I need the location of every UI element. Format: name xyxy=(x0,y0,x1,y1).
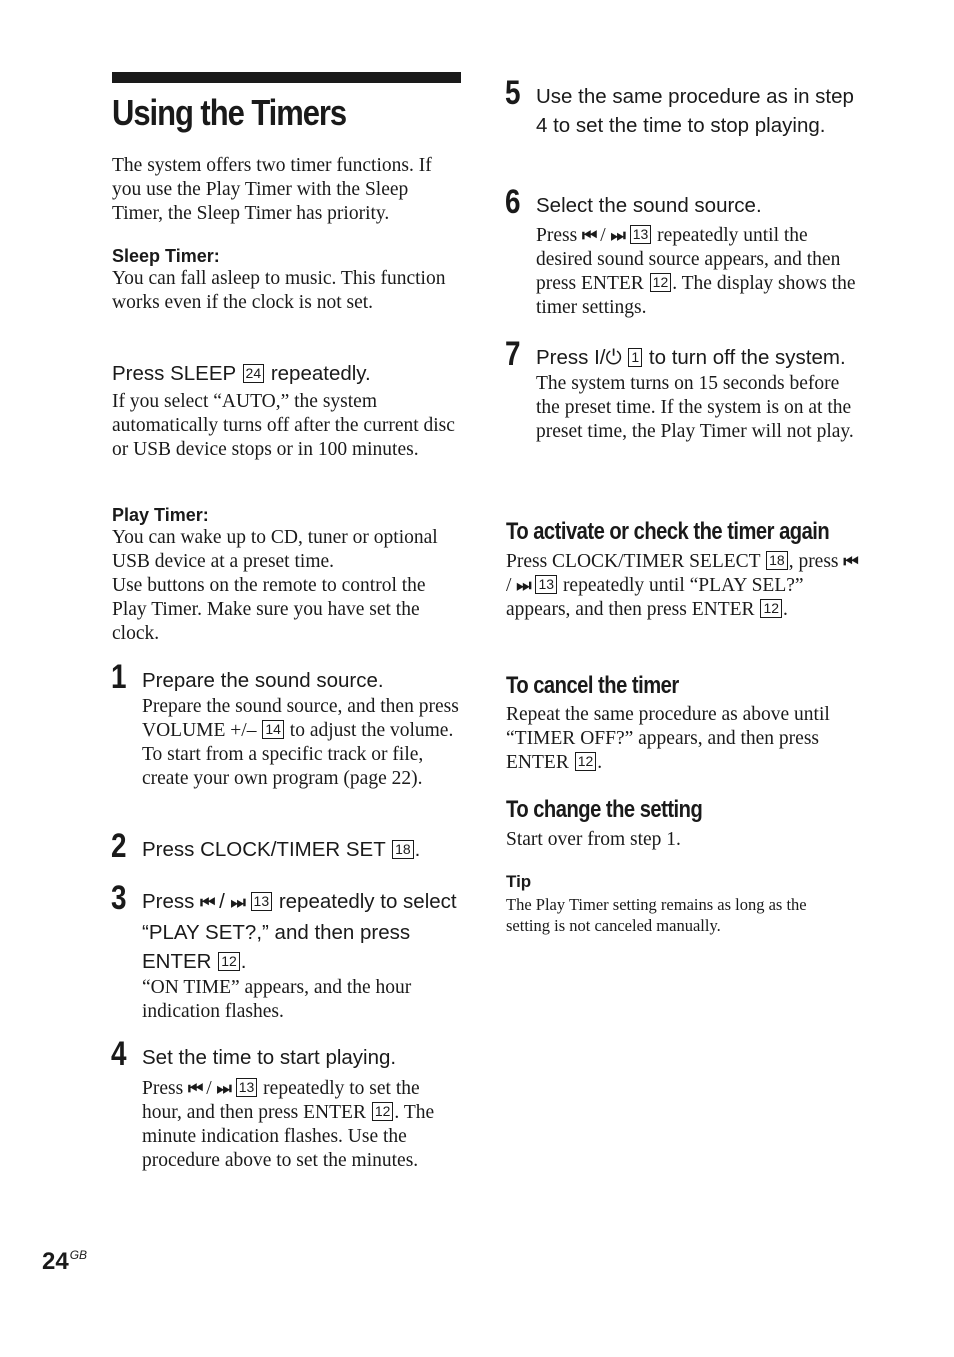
button-number-13: 13 xyxy=(236,1078,258,1097)
sleep-timer-heading: Sleep Timer: xyxy=(112,246,220,266)
step-5 xyxy=(536,82,858,140)
button-number-13: 13 xyxy=(251,892,273,911)
control-separator: / xyxy=(219,890,225,913)
step-2-heading: Press CLOCK/TIMER SET 18 . xyxy=(142,838,421,861)
step-number-7: 7 xyxy=(505,335,521,373)
title-rule xyxy=(112,72,461,83)
play-timer-heading: Play Timer: xyxy=(112,505,209,525)
next-track-icon: ⏭ xyxy=(216,1079,230,1099)
change-text: Start over from step 1. xyxy=(506,829,681,850)
activate-heading: To activate or check the timer again xyxy=(506,518,830,545)
play-timer-desc-1: You can wake up to CD, tuner or optional USB device at a preset time. xyxy=(112,527,438,572)
step-6-body: Press ⏮ / ⏭ 13 repeatedly until the desired sound source appears, and then press ENTER 12 . The display shows the timer settings. xyxy=(536,225,856,318)
step-4-heading: Set the time to start playing. xyxy=(142,1046,397,1069)
step-number-3: 3 xyxy=(111,879,127,917)
previous-track-icon: ⏮ xyxy=(200,893,214,913)
button-number-13: 13 xyxy=(630,225,652,244)
button-number-14: 14 xyxy=(262,720,284,739)
step-3-body: “ON TIME” appears, and the hour indication flashes. xyxy=(142,977,412,1022)
play-timer-desc-2: Use buttons on the remote to control the Play Timer. Make sure you have set the clock. xyxy=(112,575,426,644)
page-number: $24^{GB}$ xyxy=(42,1248,88,1275)
step-7 xyxy=(536,343,858,444)
sleep-note: If you select “AUTO,” the system automatically turns off after the current disc or USB device stops or in 100 minutes. xyxy=(112,391,455,460)
power-icon: I/⏻ xyxy=(594,346,622,369)
activate-text: Press CLOCK/TIMER SELECT 18 , press ⏮ / ⏭ 13 repeatedly until “PLAY SEL?” appears, and then press ENTER 12 . xyxy=(506,551,857,620)
tip-heading: Tip xyxy=(506,872,532,891)
step-1-body-2: To start from a specific track or file, create your own program (page 22). xyxy=(142,744,424,789)
previous-track-icon: ⏮ xyxy=(188,1079,202,1099)
next-track-icon: ⏭ xyxy=(610,226,624,246)
step-number-4: 4 xyxy=(111,1035,127,1073)
previous-track-icon: ⏮ xyxy=(582,226,596,246)
step-4-body: Press ⏮ / ⏭ 13 repeatedly to set the hour, and then press ENTER 12 . The minute indication flashes. Use the procedure above to set the minutes. xyxy=(142,1078,435,1171)
change-heading: To change the setting xyxy=(506,796,703,823)
button-number-13: 13 xyxy=(535,575,557,594)
step-2 xyxy=(142,835,464,864)
button-number-18: 18 xyxy=(766,551,788,570)
button-number-12: 12 xyxy=(372,1102,394,1121)
button-number-12: 12 xyxy=(218,952,240,971)
page-title: Using the Timers xyxy=(112,92,347,133)
previous-track-icon: ⏮ xyxy=(843,552,857,572)
step-number-1: 1 xyxy=(111,658,127,696)
cancel-text: Repeat the same procedure as above until “TIMER OFF?” appears, and then press ENTER 12 . xyxy=(506,704,830,773)
button-number-18: 18 xyxy=(392,840,414,859)
step-6 xyxy=(536,191,858,320)
cancel-heading: To cancel the timer xyxy=(506,672,679,699)
step-7-heading: Press I/⏻ 1 to turn off the system. xyxy=(536,346,846,369)
step-4 xyxy=(142,1043,464,1173)
button-number-12: 12 xyxy=(650,273,672,292)
intro-text: The system offers two timer functions. If you use the Play Timer with the Sleep Timer, the Sleep Timer has priority. xyxy=(112,155,432,224)
sleep-timer-desc: You can fall asleep to music. This function works even if the clock is not set. xyxy=(112,268,446,313)
step-1-heading: Prepare the sound source. xyxy=(142,669,384,692)
tip-text: The Play Timer setting remains as long as the setting is not canceled manually. xyxy=(506,895,807,935)
next-track-icon: ⏭ xyxy=(516,576,530,596)
button-number-24: 24 xyxy=(243,364,265,383)
step-3-heading: Press ⏮ / ⏭ 13 repeatedly to select “PLAY SET?,” and then press ENTER 12 . xyxy=(142,890,457,973)
step-number-2: 2 xyxy=(111,827,127,865)
page-suffix: GB xyxy=(69,1248,88,1262)
sleep-press-line: Press SLEEP 24 repeatedly. xyxy=(112,362,371,385)
step-1-body-1: Prepare the sound source, and then press VOLUME +/– 14 to adjust the volume. xyxy=(142,696,459,741)
next-track-icon: ⏭ xyxy=(230,893,244,913)
step-number-6: 6 xyxy=(505,183,521,221)
step-6-heading: Select the sound source. xyxy=(536,194,762,217)
step-number-5: 5 xyxy=(505,74,521,112)
button-number-12: 12 xyxy=(575,752,597,771)
step-5-heading: Use the same procedure as in step 4 to set the time to stop playing. xyxy=(536,85,854,137)
button-number-1: 1 xyxy=(628,348,642,367)
button-number-12: 12 xyxy=(760,599,782,618)
step-1 xyxy=(142,666,464,791)
step-3 xyxy=(142,887,464,1024)
step-7-body: The system turns on 15 seconds before the preset time. If the system is on at the preset time, the Play Timer will not play. xyxy=(536,373,854,442)
